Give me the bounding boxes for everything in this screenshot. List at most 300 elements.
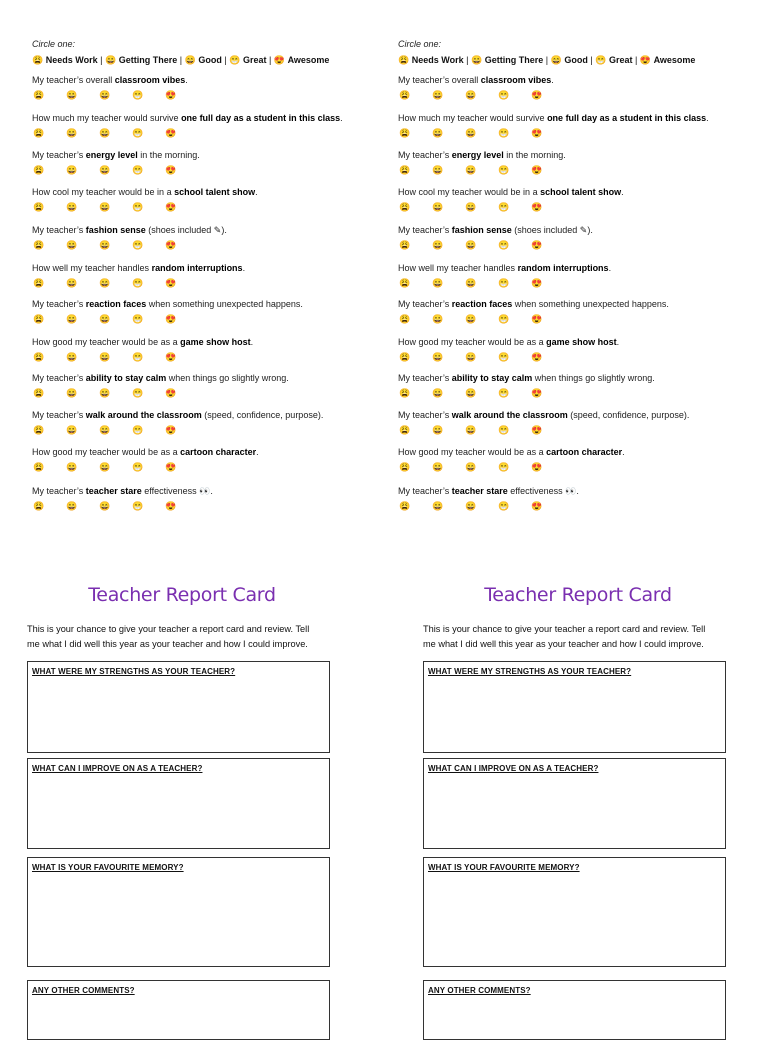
needs-work-emoji-icon: 😩: [398, 55, 410, 65]
question-fragment: (shoes included ✎).: [511, 225, 593, 235]
legend-separator: |: [179, 55, 183, 65]
question-text: [398, 113, 758, 124]
question-emphasis: cartoon character: [180, 447, 257, 457]
rating-needs-work-emoji-icon[interactable]: 😩: [399, 314, 411, 324]
intro-line: This is your chance to give your teacher a report card and review. Tell: [27, 624, 310, 634]
question-fragment: (shoes included ✎).: [145, 225, 227, 235]
question-emphasis: reaction faces: [85, 299, 147, 309]
rating-good-emoji-icon[interactable]: 😄: [465, 314, 477, 324]
rating-great-emoji-icon[interactable]: 😁: [498, 314, 510, 324]
circle-one-label: Circle one:: [398, 39, 442, 49]
rating-needs-work-emoji-icon[interactable]: 😩: [399, 462, 411, 472]
rating-faces: [32, 313, 392, 325]
rating-good-emoji-icon[interactable]: 😄: [465, 425, 477, 435]
survey-question: [32, 337, 392, 363]
rating-needs-work-emoji-icon[interactable]: 😩: [33, 90, 45, 100]
rating-faces: [398, 164, 758, 176]
rating-getting-there-emoji-icon[interactable]: 😀: [432, 90, 444, 100]
question-fragment: in the morning.: [137, 150, 200, 160]
question-fragment: when things go slightly wrong.: [532, 373, 655, 383]
question-text: [398, 299, 758, 310]
intro-line: me what I did well this year as your teacher and how I could improve.: [423, 639, 704, 649]
improve-label: WHAT CAN I IMPROVE ON AS A TEACHER?: [32, 764, 203, 773]
rating-awesome-emoji-icon[interactable]: 😍: [531, 165, 543, 175]
rating-getting-there-emoji-icon[interactable]: 😀: [432, 128, 444, 138]
rating-awesome-emoji-icon[interactable]: 😍: [531, 90, 543, 100]
rating-needs-work-emoji-icon[interactable]: 😩: [399, 128, 411, 138]
rating-great-emoji-icon[interactable]: 😁: [132, 240, 144, 250]
rating-awesome-emoji-icon[interactable]: 😍: [531, 501, 543, 511]
question-fragment: How good my teacher would be as a: [32, 447, 181, 457]
question-emphasis: cartoon character: [546, 447, 623, 457]
rating-great-emoji-icon[interactable]: 😁: [132, 278, 144, 288]
rating-faces: [398, 239, 758, 251]
rating-faces: [32, 201, 392, 213]
rating-good-emoji-icon[interactable]: 😄: [465, 352, 477, 362]
rating-awesome-emoji-icon[interactable]: 😍: [165, 314, 177, 324]
rating-great-emoji-icon[interactable]: 😁: [498, 128, 510, 138]
rating-great-emoji-icon[interactable]: 😁: [132, 202, 144, 212]
intro-line: me what I did well this year as your teacher and how I could improve.: [27, 639, 308, 649]
rating-needs-work-emoji-icon[interactable]: 😩: [33, 462, 45, 472]
rating-great-emoji-icon[interactable]: 😁: [132, 128, 144, 138]
rating-needs-work-emoji-icon[interactable]: 😩: [33, 314, 45, 324]
other-comments-box[interactable]: [27, 980, 330, 1040]
rating-getting-there-emoji-icon[interactable]: 😀: [66, 278, 78, 288]
question-emphasis: school talent show: [540, 187, 622, 197]
question-text: [398, 75, 758, 86]
rating-awesome-emoji-icon[interactable]: 😍: [531, 202, 543, 212]
question-fragment: How cool my teacher would be in a: [398, 187, 541, 197]
rating-awesome-emoji-icon[interactable]: 😍: [531, 314, 543, 324]
survey-question: [398, 337, 758, 363]
question-text: [398, 187, 758, 198]
rating-getting-there-emoji-icon[interactable]: 😀: [66, 128, 78, 138]
question-text: [32, 447, 392, 458]
question-emphasis: one full day as a student in this class: [181, 113, 341, 123]
question-fragment: My teacher’s: [32, 299, 86, 309]
rating-great-emoji-icon[interactable]: 😁: [132, 462, 144, 472]
rating-needs-work-emoji-icon[interactable]: 😩: [399, 202, 411, 212]
rating-getting-there-emoji-icon[interactable]: 😀: [66, 462, 78, 472]
question-fragment: How much my teacher would survive: [398, 113, 548, 123]
rating-good-emoji-icon[interactable]: 😄: [465, 240, 477, 250]
rating-getting-there-emoji-icon[interactable]: 😀: [66, 165, 78, 175]
rating-awesome-emoji-icon[interactable]: 😍: [165, 202, 177, 212]
legend-awesome: Awesome: [287, 55, 330, 65]
improve-label: WHAT CAN I IMPROVE ON AS A TEACHER?: [428, 764, 599, 773]
question-text: [32, 225, 392, 236]
great-emoji-icon: 😁: [229, 55, 241, 65]
survey-question: [398, 486, 758, 512]
rating-getting-there-emoji-icon[interactable]: 😀: [432, 462, 444, 472]
rating-faces: [398, 201, 758, 213]
question-fragment: effectiveness 👀.: [141, 486, 213, 496]
rating-great-emoji-icon[interactable]: 😁: [498, 388, 510, 398]
question-fragment: My teacher’s: [398, 373, 452, 383]
rating-needs-work-emoji-icon[interactable]: 😩: [33, 240, 45, 250]
rating-faces: [398, 89, 758, 101]
question-emphasis: ability to stay calm: [85, 373, 167, 383]
rating-awesome-emoji-icon[interactable]: 😍: [165, 425, 177, 435]
legend-good: Good: [564, 55, 588, 65]
question-text: [32, 113, 392, 124]
survey-question: [32, 187, 392, 213]
survey-question: [32, 75, 392, 101]
question-fragment: My teacher’s: [398, 410, 452, 420]
favourite-memory-label: WHAT IS YOUR FAVOURITE MEMORY?: [428, 863, 580, 872]
strengths-box[interactable]: [423, 661, 726, 753]
good-emoji-icon: 😄: [184, 55, 196, 65]
rating-getting-there-emoji-icon[interactable]: 😀: [66, 90, 78, 100]
rating-needs-work-emoji-icon[interactable]: 😩: [33, 128, 45, 138]
question-emphasis: walk around the classroom: [451, 410, 568, 420]
rating-getting-there-emoji-icon[interactable]: 😀: [66, 501, 78, 511]
rating-awesome-emoji-icon[interactable]: 😍: [165, 278, 177, 288]
rating-good-emoji-icon[interactable]: 😄: [465, 165, 477, 175]
intro-line: This is your chance to give your teacher a report card and review. Tell: [423, 624, 706, 634]
rating-great-emoji-icon[interactable]: 😁: [498, 165, 510, 175]
question-text: [398, 225, 758, 236]
rating-needs-work-emoji-icon[interactable]: 😩: [399, 425, 411, 435]
rating-good-emoji-icon[interactable]: 😄: [465, 128, 477, 138]
rating-getting-there-emoji-icon[interactable]: 😀: [432, 425, 444, 435]
rating-faces: [398, 500, 758, 512]
survey-question: [32, 225, 392, 251]
rating-great-emoji-icon[interactable]: 😁: [498, 202, 510, 212]
question-emphasis: classroom vibes: [480, 75, 552, 85]
rating-good-emoji-icon[interactable]: 😄: [465, 202, 477, 212]
rating-awesome-emoji-icon[interactable]: 😍: [531, 128, 543, 138]
question-text: [398, 373, 758, 384]
rating-faces: [32, 461, 392, 473]
rating-good-emoji-icon[interactable]: 😄: [99, 278, 111, 288]
rating-great-emoji-icon[interactable]: 😁: [132, 425, 144, 435]
question-fragment: How well my teacher handles: [398, 263, 518, 273]
rating-getting-there-emoji-icon[interactable]: 😀: [66, 425, 78, 435]
report-card-intro: [423, 622, 728, 652]
rating-getting-there-emoji-icon[interactable]: 😀: [432, 388, 444, 398]
question-fragment: when things go slightly wrong.: [166, 373, 289, 383]
survey-question: [32, 299, 392, 325]
other-comments-label: ANY OTHER COMMENTS?: [32, 986, 135, 995]
rating-faces: [398, 277, 758, 289]
survey-question: [398, 187, 758, 213]
legend-getting-there: Getting There: [484, 55, 544, 65]
question-fragment: My teacher’s: [32, 373, 86, 383]
legend-awesome: Awesome: [653, 55, 696, 65]
question-fragment: How cool my teacher would be in a: [32, 187, 175, 197]
question-fragment: effectiveness 👀.: [507, 486, 579, 496]
rating-needs-work-emoji-icon[interactable]: 😩: [33, 202, 45, 212]
question-fragment: .: [340, 113, 343, 123]
rating-faces: [32, 500, 392, 512]
rating-good-emoji-icon[interactable]: 😄: [99, 314, 111, 324]
legend-separator: |: [545, 55, 549, 65]
question-text: [32, 373, 392, 384]
rating-needs-work-emoji-icon[interactable]: 😩: [33, 165, 45, 175]
rating-needs-work-emoji-icon[interactable]: 😩: [399, 388, 411, 398]
rating-good-emoji-icon[interactable]: 😄: [99, 165, 111, 175]
question-text: [32, 410, 392, 421]
question-fragment: How good my teacher would be as a: [32, 337, 181, 347]
question-fragment: My teacher’s overall: [398, 75, 481, 85]
rating-good-emoji-icon[interactable]: 😄: [99, 202, 111, 212]
favourite-memory-box[interactable]: [27, 857, 330, 967]
rating-awesome-emoji-icon[interactable]: 😍: [531, 240, 543, 250]
legend-separator: |: [466, 55, 469, 65]
survey-question: [398, 410, 758, 436]
question-emphasis: reaction faces: [451, 299, 513, 309]
improve-box[interactable]: [423, 758, 726, 849]
question-fragment: when something unexpected happens.: [512, 299, 669, 309]
rating-good-emoji-icon[interactable]: 😄: [465, 388, 477, 398]
question-emphasis: classroom vibes: [114, 75, 186, 85]
survey-question: [398, 75, 758, 101]
rating-faces: [398, 351, 758, 363]
rating-good-emoji-icon[interactable]: 😄: [99, 240, 111, 250]
rating-good-emoji-icon[interactable]: 😄: [99, 128, 111, 138]
survey-question: [398, 113, 758, 139]
rating-getting-there-emoji-icon[interactable]: 😀: [432, 314, 444, 324]
question-text: [398, 150, 758, 161]
rating-getting-there-emoji-icon[interactable]: 😀: [66, 240, 78, 250]
question-fragment: How good my teacher would be as a: [398, 337, 547, 347]
question-emphasis: one full day as a student in this class: [547, 113, 707, 123]
rating-awesome-emoji-icon[interactable]: 😍: [165, 240, 177, 250]
rating-awesome-emoji-icon[interactable]: 😍: [165, 352, 177, 362]
legend-needs-work: Needs Work: [411, 55, 464, 65]
report-card-right: [423, 580, 733, 995]
rating-faces: [32, 239, 392, 251]
rating-great-emoji-icon[interactable]: 😁: [132, 314, 144, 324]
legend-great: Great: [608, 55, 633, 65]
rating-needs-work-emoji-icon[interactable]: 😩: [399, 165, 411, 175]
rating-great-emoji-icon[interactable]: 😁: [132, 501, 144, 511]
legend-great: Great: [242, 55, 267, 65]
getting-there-emoji-icon: 😀: [470, 55, 483, 65]
report-card-left: [27, 580, 337, 995]
question-emphasis: fashion sense: [85, 225, 146, 235]
question-text: [398, 337, 758, 348]
rating-needs-work-emoji-icon[interactable]: 😩: [33, 388, 45, 398]
rating-needs-work-emoji-icon[interactable]: 😩: [399, 352, 411, 362]
rating-good-emoji-icon[interactable]: 😄: [99, 90, 111, 100]
rating-good-emoji-icon[interactable]: 😄: [99, 352, 111, 362]
question-fragment: How good my teacher would be as a: [398, 447, 547, 457]
survey-question: [32, 410, 392, 436]
legend-separator: |: [224, 55, 227, 65]
question-fragment: My teacher’s: [32, 486, 86, 496]
rating-faces: [398, 313, 758, 325]
question-emphasis: energy level: [451, 150, 504, 160]
great-emoji-icon: 😁: [595, 55, 607, 65]
rating-awesome-emoji-icon[interactable]: 😍: [165, 501, 177, 511]
survey-question: [398, 447, 758, 473]
rating-good-emoji-icon[interactable]: 😄: [99, 425, 111, 435]
rating-faces: [32, 164, 392, 176]
survey-question: [32, 113, 392, 139]
rating-great-emoji-icon[interactable]: 😁: [132, 388, 144, 398]
rating-faces: [398, 461, 758, 473]
rating-good-emoji-icon[interactable]: 😄: [99, 388, 111, 398]
rating-faces: [32, 387, 392, 399]
rating-needs-work-emoji-icon[interactable]: 😩: [399, 90, 411, 100]
rating-faces: [398, 127, 758, 139]
rating-great-emoji-icon[interactable]: 😁: [132, 165, 144, 175]
survey-question: [32, 150, 392, 176]
question-text: [32, 263, 392, 274]
rating-faces: [32, 89, 392, 101]
question-fragment: My teacher’s overall: [32, 75, 115, 85]
question-emphasis: school talent show: [174, 187, 256, 197]
question-emphasis: random interruptions: [517, 263, 609, 273]
question-fragment: .: [608, 263, 612, 273]
rating-faces: [398, 387, 758, 399]
legend-needs-work: Needs Work: [45, 55, 98, 65]
question-fragment: .: [255, 187, 258, 197]
question-fragment: My teacher’s: [398, 299, 452, 309]
rating-getting-there-emoji-icon[interactable]: 😀: [66, 202, 78, 212]
rating-getting-there-emoji-icon[interactable]: 😀: [432, 202, 444, 212]
rating-needs-work-emoji-icon[interactable]: 😩: [33, 501, 45, 511]
rating-getting-there-emoji-icon[interactable]: 😀: [66, 314, 78, 324]
question-fragment: .: [242, 263, 246, 273]
rating-great-emoji-icon[interactable]: 😁: [498, 501, 510, 511]
report-card-intro: [27, 622, 332, 652]
rating-awesome-emoji-icon[interactable]: 😍: [165, 462, 177, 472]
other-comments-box[interactable]: [423, 980, 726, 1040]
legend-separator: |: [590, 55, 593, 65]
rating-great-emoji-icon[interactable]: 😁: [498, 352, 510, 362]
question-fragment: My teacher’s: [398, 225, 452, 235]
question-text: [398, 410, 758, 421]
rating-faces: [32, 127, 392, 139]
rating-good-emoji-icon[interactable]: 😄: [465, 501, 477, 511]
rating-getting-there-emoji-icon[interactable]: 😀: [66, 388, 78, 398]
rating-needs-work-emoji-icon[interactable]: 😩: [33, 278, 45, 288]
rating-good-emoji-icon[interactable]: 😄: [465, 90, 477, 100]
question-fragment: (speed, confidence, purpose).: [567, 410, 690, 420]
rating-faces: [32, 424, 392, 436]
question-emphasis: fashion sense: [451, 225, 512, 235]
rating-awesome-emoji-icon[interactable]: 😍: [531, 278, 543, 288]
rating-great-emoji-icon[interactable]: 😁: [498, 240, 510, 250]
rating-faces: [32, 351, 392, 363]
question-fragment: My teacher’s: [398, 486, 452, 496]
question-fragment: .: [622, 447, 625, 457]
rating-awesome-emoji-icon[interactable]: 😍: [531, 425, 543, 435]
circle-one-label: Circle one:: [32, 39, 76, 49]
question-fragment: .: [706, 113, 709, 123]
rating-awesome-emoji-icon[interactable]: 😍: [165, 165, 177, 175]
rating-good-emoji-icon[interactable]: 😄: [465, 462, 477, 472]
improve-box[interactable]: [27, 758, 330, 849]
survey-question: [32, 373, 392, 399]
rating-getting-there-emoji-icon[interactable]: 😀: [432, 352, 444, 362]
rating-great-emoji-icon[interactable]: 😁: [498, 462, 510, 472]
rating-awesome-emoji-icon[interactable]: 😍: [531, 462, 543, 472]
question-text: [398, 447, 758, 458]
rating-great-emoji-icon[interactable]: 😁: [132, 352, 144, 362]
survey-question: [32, 486, 392, 512]
rating-needs-work-emoji-icon[interactable]: 😩: [33, 425, 45, 435]
rating-needs-work-emoji-icon[interactable]: 😩: [399, 278, 411, 288]
question-fragment: How much my teacher would survive: [32, 113, 182, 123]
rating-getting-there-emoji-icon[interactable]: 😀: [66, 352, 78, 362]
rating-faces: [398, 424, 758, 436]
rating-needs-work-emoji-icon[interactable]: 😩: [399, 240, 411, 250]
question-fragment: in the morning.: [503, 150, 566, 160]
question-text: [32, 150, 392, 161]
survey-question: [32, 263, 392, 289]
rating-great-emoji-icon[interactable]: 😁: [498, 425, 510, 435]
strengths-box[interactable]: [27, 661, 330, 753]
needs-work-emoji-icon: 😩: [32, 55, 44, 65]
question-fragment: when something unexpected happens.: [146, 299, 303, 309]
question-text: [32, 75, 392, 86]
question-fragment: .: [250, 337, 254, 347]
rating-great-emoji-icon[interactable]: 😁: [498, 90, 510, 100]
question-fragment: How well my teacher handles: [32, 263, 152, 273]
awesome-emoji-icon: 😍: [639, 55, 652, 65]
favourite-memory-label: WHAT IS YOUR FAVOURITE MEMORY?: [32, 863, 184, 872]
rating-good-emoji-icon[interactable]: 😄: [99, 501, 111, 511]
survey-question: [398, 299, 758, 325]
rating-good-emoji-icon[interactable]: 😄: [465, 278, 477, 288]
question-text: [398, 263, 758, 274]
rating-getting-there-emoji-icon[interactable]: 😀: [432, 501, 444, 511]
rating-awesome-emoji-icon[interactable]: 😍: [165, 90, 177, 100]
question-emphasis: energy level: [85, 150, 138, 160]
question-text: [32, 299, 392, 310]
rating-awesome-emoji-icon[interactable]: 😍: [531, 388, 543, 398]
legend-separator: |: [634, 55, 638, 65]
rating-awesome-emoji-icon[interactable]: 😍: [531, 352, 543, 362]
rating-getting-there-emoji-icon[interactable]: 😀: [432, 278, 444, 288]
rating-getting-there-emoji-icon[interactable]: 😀: [432, 240, 444, 250]
report-card-title: Teacher Report Card: [88, 584, 276, 606]
question-emphasis: ability to stay calm: [451, 373, 533, 383]
favourite-memory-box[interactable]: [423, 857, 726, 967]
question-emphasis: walk around the classroom: [85, 410, 202, 420]
rating-great-emoji-icon[interactable]: 😁: [132, 90, 144, 100]
strengths-label: WHAT WERE MY STRENGTHS AS YOUR TEACHER?: [428, 667, 632, 676]
strengths-label: WHAT WERE MY STRENGTHS AS YOUR TEACHER?: [32, 667, 236, 676]
question-text: [32, 187, 392, 198]
question-text: [398, 486, 758, 497]
rating-needs-work-emoji-icon[interactable]: 😩: [33, 352, 45, 362]
question-emphasis: teacher stare: [85, 486, 142, 496]
good-emoji-icon: 😄: [550, 55, 562, 65]
question-fragment: .: [621, 187, 624, 197]
rating-getting-there-emoji-icon[interactable]: 😀: [432, 165, 444, 175]
legend-getting-there: Getting There: [118, 55, 178, 65]
rating-legend: [398, 55, 695, 66]
rating-awesome-emoji-icon[interactable]: 😍: [165, 388, 177, 398]
rating-good-emoji-icon[interactable]: 😄: [99, 462, 111, 472]
rating-needs-work-emoji-icon[interactable]: 😩: [399, 501, 411, 511]
question-fragment: My teacher’s: [398, 150, 452, 160]
question-fragment: My teacher’s: [32, 150, 86, 160]
question-fragment: (speed, confidence, purpose).: [201, 410, 324, 420]
rating-awesome-emoji-icon[interactable]: 😍: [165, 128, 177, 138]
rating-faces: [32, 277, 392, 289]
question-emphasis: game show host: [546, 337, 617, 347]
report-card-title: Teacher Report Card: [484, 584, 672, 606]
legend-separator: |: [100, 55, 103, 65]
rating-great-emoji-icon[interactable]: 😁: [498, 278, 510, 288]
